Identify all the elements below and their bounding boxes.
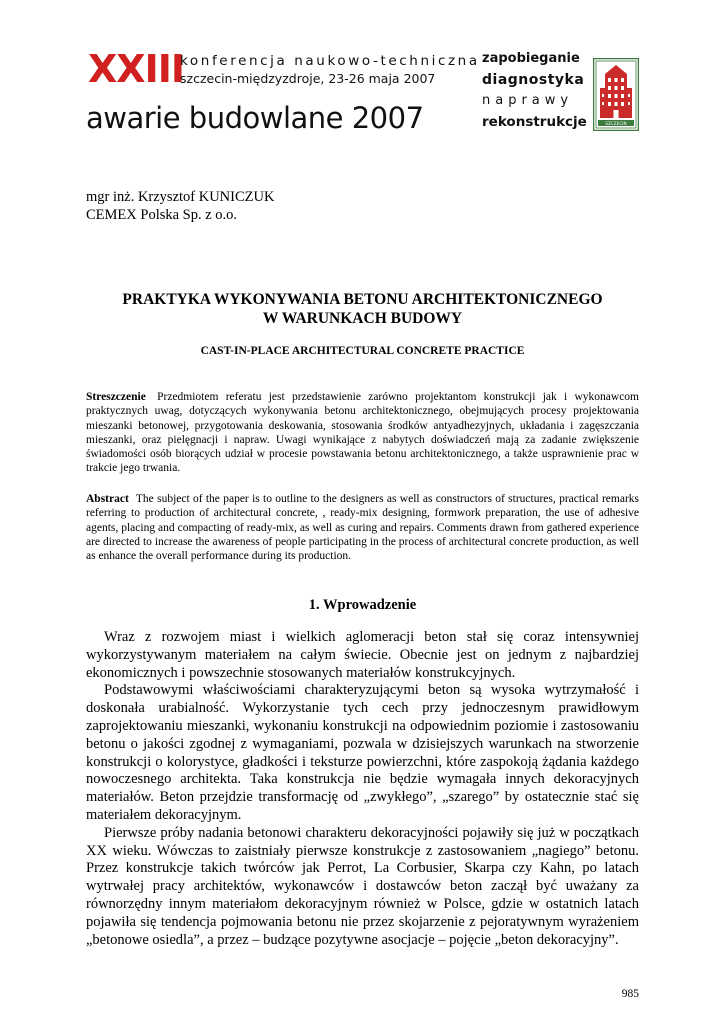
paper-title-line2: W WARUNKACH BUDOWY [262, 310, 463, 327]
abstract-polish [86, 390, 639, 476]
abstract-english [86, 492, 639, 563]
logo-city-label: SZCZECIN [605, 120, 627, 126]
paper-title-line1: PRAKTYKA WYKONYWANIA BETONU ARCHITEKTONICZNEGO [122, 291, 603, 308]
section-heading: 1. Wprowadzenie [308, 597, 417, 613]
topic-prevention: zapobieganie [482, 51, 580, 66]
paper-title [86, 290, 639, 328]
author-block [86, 188, 274, 224]
topic-diagnostics: diagnostyka [482, 72, 585, 88]
body-paragraph: Wraz z rozwojem miast i wielkich aglomeracji beton stał się coraz intensywniej wykorzystywanym materiałem na całym świecie. Obecnie jest on jednym z najbardziej ekonomicznych i powszechnie stosowanych materiałów konstrukcyjnych. [86, 629, 639, 681]
conference-banner [0, 0, 725, 150]
topic-repairs: naprawy [482, 93, 574, 108]
conference-logo-building-icon [593, 58, 639, 131]
abstract-polish-label: Streszczenie [86, 391, 146, 403]
abstract-english-label: Abstract [86, 493, 129, 505]
conference-topic-list [482, 51, 592, 135]
abstract-polish-text: Przedmiotem referatu jest przedstawienie zarówno projektantom konstrukcji jak i wykonawcom praktycznych uwag, dotyczących wykonywania betonu architektonicznego, obejmujących procesy projektowania mieszanki betonowej, przygotowania deskowania, stosowania środków antyadhezyjnych, układania i zagęszczania mieszanki, oraz pielęgnacji i napraw. Uwagi wynikające z nabytych doświadczeń mają za zadanie zwiększenie świadomości osób biorących udział w procesie powstawania betonu architektonicznego, a także usprawnienie prac w trakcie jego trwania. [86, 391, 639, 475]
conference-name: konferencja naukowo-techniczna [180, 53, 480, 69]
conference-main-title: awarie budowlane 2007 [86, 101, 424, 135]
body-paragraph: Pierwsze próby nadania betonowi charakteru dekoracyjności pojawiły się już w początkach XX wieku. Wówczas to zaistniały pierwsze konstrukcje z zastosowaniem „nagiego” betonu. Przez konstrukcje takich twórców jak Perrot, La Corbusier, Skarpa czy Kahn, po latach wytrwałej pracy architektów, wykonawców i dostawców beton zaczął być uważany za równorzędny innym materiałom dekoracyjnym również w Polsce, gdzie w ostatnich latach pojawiła się tendencja pojmowania betonu nie przez skojarzenie z pejoratywnym wyrażeniem „betonowe osiedla”, a przez – budzące pozytywne asocjacje – pojęcie „beton dekoracyjny”. [86, 824, 639, 948]
page-number: 985 [621, 988, 639, 1000]
body-paragraph: Podstawowymi właściwościami charakteryzującymi beton są wysoka wytrzymałość i doskonała urabialność. Wykorzystanie tych cech przy jednoczesnym prawidłowym zaprojektowaniu mieszanki, wykonaniu konstrukcji na odpowiednim poziomie i zastosowaniu betonu o jakości zgodnej z wymaganiami, pozwala w dzisiejszych warunkach na stworzenie konstrukcji o kolorystyce, gładkości i teksturze powierzchni, które zaspokoją żądania każdego nowoczesnego architekta. Taka konstrukcja nie będzie wymagała innych dekoracyjnych materiałów. Beton przejdzie transformację od „zwykłego”, „szarego” by ostatecznie stać się materiałem dekoracyjnym. [86, 682, 639, 823]
author-name: mgr inż. Krzysztof KUNICZUK [86, 189, 275, 205]
paper-title-english: CAST-IN-PLACE ARCHITECTURAL CONCRETE PRACTICE [200, 345, 525, 357]
abstract-english-text: The subject of the paper is to outline to the designers as well as constructors of structures, practical remarks referring to production of architectural concrete, , ready-mix designing, formwork preparation, the use of adhesive agents, placing and compacting of ready-mix, as well as curing and repairs. Comments drawn from gathered experience are directed to increase the awareness of people participating in the process of architectural concrete production, as well as enhance the overall performance during its production. [86, 493, 639, 563]
conference-location-date: szczecin-międzyzdroje, 23-26 maja 2007 [180, 71, 436, 86]
author-affiliation: CEMEX Polska Sp. z o.o. [86, 207, 238, 223]
topic-reconstruction: rekonstrukcje [482, 114, 587, 130]
section-body [86, 629, 639, 949]
conference-roman-numeral: XXIII [88, 47, 185, 91]
